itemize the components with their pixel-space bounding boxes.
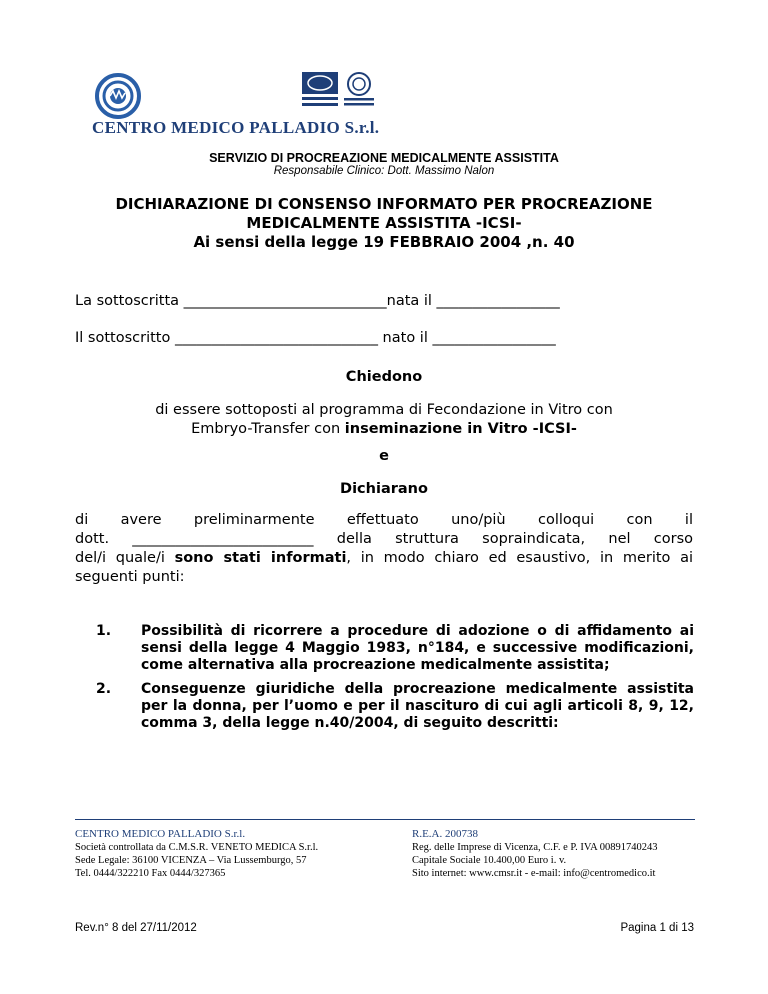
title-line-1: DICHIARAZIONE DI CONSENSO INFORMATO PER PROCREAZIONE: [115, 195, 653, 213]
point-1-line-3: come alternativa alla procreazione medicalmente assistita;: [141, 657, 610, 673]
declare-line-2: dott. _________________________ della struttura sopraindicata, nel corso: [75, 531, 693, 547]
point-1-line-1: Possibilità di ricorrere a procedure di adozione o di affidamento ai: [141, 623, 694, 639]
point-1-text: [141, 623, 694, 674]
point-2-line-3: comma 3, della legge n.40/2004, di seguito descritti:: [141, 715, 559, 731]
point-2-number: 2.: [96, 681, 112, 697]
point-2-text: [141, 681, 694, 732]
request-line-2-bold: inseminazione in Vitro -ICSI-: [344, 421, 577, 437]
footer-capital: Capitale Sociale 10.400,00 Euro i. v.: [412, 855, 567, 866]
footer-left: [75, 828, 405, 880]
declare-line-4: seguenti punti:: [75, 569, 185, 585]
quality-seal-icon: [342, 72, 376, 110]
declare-line-3-a: del/i quale/i: [75, 550, 175, 566]
cse-certification-icon: [302, 72, 338, 110]
document-title: [0, 195, 768, 252]
footer-divider: [75, 819, 695, 820]
point-1-number: 1.: [96, 623, 112, 639]
footer-rea: R.E.A. 200738: [412, 828, 478, 840]
page-number: Pagina 1 di 13: [620, 922, 694, 934]
request-paragraph: [0, 401, 768, 439]
brand-name: CENTRO MEDICO PALLADIO S.r.l.: [92, 118, 380, 137]
footer-controlled: Società controllata da C.M.S.R. VENETO MEDICA S.r.l.: [75, 842, 319, 853]
revision-info: Rev.n° 8 del 27/11/2012: [75, 922, 197, 934]
palladio-logo-icon: [92, 72, 148, 120]
footer-registry: Reg. delle Imprese di Vicenza, C.F. e P. IVA 00891740243: [412, 842, 658, 853]
male-signatory-field[interactable]: Il sottoscritto ____________________________ nato il _________________: [75, 330, 556, 346]
point-1-line-2: sensi della legge 4 Maggio 1983, n°184, e successive modificazioni,: [141, 640, 694, 656]
service-heading: SERVIZIO DI PROCREAZIONE MEDICALMENTE ASSISTITA: [209, 151, 559, 165]
footer-phone: Tel. 0444/322210 Fax 0444/327365: [75, 868, 226, 879]
point-2-line-2: per la donna, per l’uomo e per il nascituro di cui agli articoli 8, 9, 12,: [141, 698, 694, 714]
female-signatory-field[interactable]: La sottoscritta ____________________________nata il _________________: [75, 293, 560, 309]
clinical-responsible: Responsabile Clinico: Dott. Massimo Nalon: [273, 165, 495, 177]
conjunction: e: [379, 448, 389, 464]
footer-right: [412, 828, 712, 880]
footer-address: Sede Legale: 36100 VICENZA – Via Lussemburgo, 57: [75, 855, 307, 866]
request-heading: Chiedono: [345, 369, 423, 385]
request-line-1: di essere sottoposti al programma di Fecondazione in Vitro con: [155, 402, 613, 418]
footer-company: CENTRO MEDICO PALLADIO S.r.l.: [75, 828, 246, 840]
declare-line-3-bold: sono stati informati: [174, 550, 347, 566]
declare-line-3-c: , in modo chiaro ed esaustivo, in merito ai: [346, 550, 694, 566]
request-line-2: [0, 420, 768, 439]
title-line-3: Ai sensi della legge 19 FEBBRAIO 2004 ,n. 40: [193, 233, 575, 251]
declare-line-3: [75, 549, 693, 568]
declare-line-1: di avere preliminarmente effettuato uno/più colloqui con il: [75, 512, 693, 528]
declare-heading: Dichiarano: [340, 481, 428, 497]
title-line-2: MEDICALMENTE ASSISTITA -ICSI-: [246, 214, 522, 232]
point-2-line-1: Conseguenze giuridiche della procreazione medicalmente assistita: [141, 681, 694, 697]
request-line-2-text: Embryo-Transfer con: [191, 421, 345, 437]
footer-contacts: Sito internet: www.cmsr.it - e-mail: info@centromedico.it: [412, 868, 656, 879]
